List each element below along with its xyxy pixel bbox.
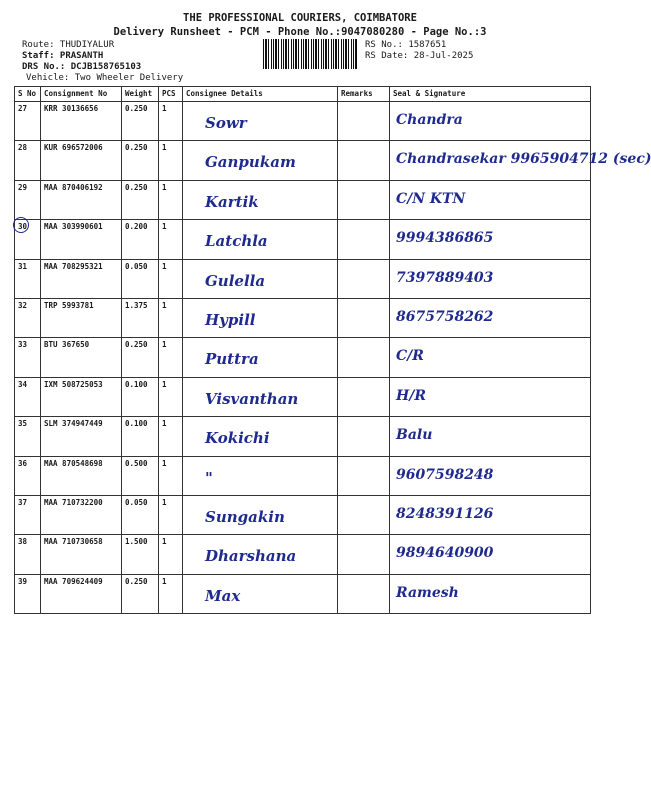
consignment-cell-text: TRP 5993781 — [44, 300, 94, 310]
signature-handwriting: C/R — [396, 348, 424, 365]
signature-cell — [390, 141, 651, 180]
pcs-cell — [159, 535, 183, 574]
signature-cell — [390, 417, 591, 456]
weight-cell-text: 1.500 — [125, 537, 148, 547]
sno-cell — [15, 259, 41, 298]
remarks-cell — [338, 417, 390, 456]
remarks-cell — [338, 180, 390, 219]
table-row — [15, 298, 591, 337]
consignee-handwriting: Hypill — [205, 310, 256, 329]
pcs-cell-text: 1 — [162, 379, 167, 389]
pcs-cell-text: 1 — [162, 497, 167, 507]
consignee-cell — [183, 141, 338, 180]
signature-cell — [390, 259, 591, 298]
remarks-cell — [338, 377, 390, 416]
signature-handwriting: 9894640900 — [396, 545, 494, 562]
consignment-cell-text: MAA 708295321 — [44, 261, 103, 271]
signature-cell — [390, 377, 591, 416]
signature-handwriting: Chandrasekar 9965904712 (sec) — [396, 151, 651, 168]
weight-cell-text: 0.100 — [125, 419, 148, 429]
weight-cell-text: 0.250 — [125, 143, 148, 153]
staff-label: Staff: PRASANTH — [22, 51, 104, 61]
consignee-cell — [183, 338, 338, 377]
pcs-cell — [159, 574, 183, 613]
signature-handwriting: Chandra — [396, 112, 463, 128]
table-row — [15, 220, 591, 259]
signature-handwriting: Ramesh — [396, 584, 459, 601]
sno-cell — [15, 377, 41, 416]
consignee-cell — [183, 417, 338, 456]
consignee-cell — [183, 456, 338, 495]
pcs-cell — [159, 141, 183, 180]
consignee-handwriting: Latchla — [205, 232, 268, 251]
consignment-cell — [41, 180, 122, 219]
sno-cell-text: 39 — [18, 576, 28, 586]
pcs-cell — [159, 338, 183, 377]
pcs-cell — [159, 456, 183, 495]
consignment-cell-text: KRR 30136656 — [44, 104, 99, 113]
pcs-cell-text: 1 — [162, 222, 167, 232]
consignment-cell — [41, 417, 122, 456]
signature-handwriting: 8248391126 — [396, 505, 494, 522]
consignee-cell — [183, 220, 338, 259]
pcs-cell-text: 1 — [162, 340, 167, 350]
consignment-cell — [41, 535, 122, 574]
signature-handwriting: H/R — [396, 387, 426, 404]
signature-cell — [390, 102, 591, 141]
consignment-cell-text: MAA 710730658 — [44, 537, 103, 547]
pcs-cell — [159, 180, 183, 219]
sno-cell — [15, 456, 41, 495]
weight-cell-text: 0.250 — [125, 104, 148, 113]
remarks-cell — [338, 338, 390, 377]
consignee-cell — [183, 298, 338, 337]
pcs-cell-text: 1 — [162, 300, 167, 310]
sno-cell-text: 32 — [18, 300, 28, 310]
weight-cell — [122, 259, 159, 298]
table-row — [15, 456, 591, 495]
consignment-cell — [41, 456, 122, 495]
header-pcs: PCS — [159, 87, 183, 102]
remarks-cell — [338, 535, 390, 574]
header-remarks: Remarks — [338, 87, 390, 102]
consignee-handwriting: Sowr — [205, 114, 247, 132]
consignment-cell-text: MAA 710732200 — [44, 497, 103, 507]
header-signature: Seal & Signature — [390, 87, 591, 102]
pcs-cell — [159, 298, 183, 337]
consignee-handwriting: Max — [205, 586, 241, 605]
signature-handwriting: 9994386865 — [396, 230, 494, 247]
consignee-cell — [183, 535, 338, 574]
consignment-cell-text: BTU 367650 — [44, 340, 90, 350]
sno-cell — [15, 338, 41, 377]
weight-cell-text: 0.050 — [125, 261, 148, 271]
consignment-cell-text: IXM 508725053 — [44, 379, 103, 389]
weight-cell-text: 0.500 — [125, 458, 148, 468]
table-row — [15, 377, 591, 416]
weight-cell — [122, 298, 159, 337]
sno-cell-text: 27 — [18, 104, 28, 113]
route-label: Route: THUDIYALUR — [22, 40, 115, 50]
consignment-cell-text: KUR 696572006 — [44, 143, 103, 153]
consignee-handwriting: Puttra — [205, 350, 259, 369]
consignment-cell-text: MAA 870548698 — [44, 458, 103, 468]
table-row — [15, 535, 591, 574]
signature-cell — [390, 574, 591, 613]
pcs-cell — [159, 259, 183, 298]
header-consignee: Consignee Details — [183, 87, 338, 102]
consignee-cell — [183, 495, 338, 534]
sno-cell — [15, 141, 41, 180]
consignment-cell — [41, 259, 122, 298]
consignment-cell — [41, 141, 122, 180]
weight-cell — [122, 535, 159, 574]
remarks-cell — [338, 298, 390, 337]
weight-cell — [122, 377, 159, 416]
rs-number: RS No.: 1587651 — [365, 40, 447, 50]
table-row — [15, 417, 591, 456]
weight-cell-text: 0.250 — [125, 576, 148, 586]
vehicle-label: Vehicle: Two Wheeler Delivery — [26, 73, 184, 83]
pcs-cell-text: 1 — [162, 576, 167, 586]
consignee-cell — [183, 259, 338, 298]
sno-cell-text: 28 — [18, 143, 28, 153]
weight-cell — [122, 417, 159, 456]
consignment-cell — [41, 220, 122, 259]
runsheet-table — [14, 86, 651, 614]
table-row — [15, 259, 591, 298]
weight-cell-text: 0.200 — [125, 222, 148, 232]
table-row — [15, 180, 591, 219]
signature-cell — [390, 338, 591, 377]
pcs-cell — [159, 495, 183, 534]
table-row — [15, 141, 591, 180]
table-header-row — [15, 87, 591, 102]
weight-cell — [122, 102, 159, 141]
pcs-cell-text: 1 — [162, 419, 167, 429]
pcs-cell-text: 1 — [162, 458, 167, 468]
weight-cell-text: 0.100 — [125, 379, 148, 389]
consignee-handwriting: Sungakin — [205, 507, 285, 526]
signature-cell — [390, 456, 591, 495]
signature-handwriting: 9607598248 — [396, 466, 494, 483]
sno-cell — [15, 535, 41, 574]
pcs-cell-text: 1 — [162, 261, 167, 271]
weight-cell — [122, 456, 159, 495]
sno-cell — [15, 220, 41, 259]
sno-cell-text: 31 — [18, 261, 28, 271]
runsheet-subtitle: Delivery Runsheet - PCM - Phone No.:9047080280 - Page No.:3 — [113, 26, 487, 38]
signature-cell — [390, 298, 591, 337]
pcs-cell — [159, 220, 183, 259]
consignee-handwriting: " — [205, 468, 213, 487]
weight-cell — [122, 220, 159, 259]
remarks-cell — [338, 495, 390, 534]
pcs-cell-text: 1 — [162, 143, 167, 153]
sno-cell — [15, 574, 41, 613]
consignee-handwriting: Dharshana — [205, 547, 297, 566]
pcs-cell-text: 1 — [162, 182, 167, 192]
consignee-cell — [183, 574, 338, 613]
consignee-cell — [183, 180, 338, 219]
header-weight: Weight — [122, 87, 159, 102]
sno-cell-text: 29 — [18, 182, 28, 192]
sno-cell-text: 34 — [18, 379, 28, 389]
table-row — [15, 338, 591, 377]
weight-cell — [122, 141, 159, 180]
header-sno: S No — [15, 87, 41, 102]
weight-cell-text: 0.250 — [125, 340, 148, 350]
consignee-cell — [183, 377, 338, 416]
consignment-cell-text: MAA 709624409 — [44, 576, 103, 586]
weight-cell — [122, 495, 159, 534]
remarks-cell — [338, 141, 390, 180]
pcs-cell — [159, 417, 183, 456]
consignment-cell — [41, 102, 122, 141]
sno-cell — [15, 495, 41, 534]
consignment-cell — [41, 338, 122, 377]
weight-cell-text: 1.375 — [125, 300, 148, 310]
consignment-cell-text: MAA 303990601 — [44, 222, 103, 232]
sno-cell-text: 36 — [18, 458, 28, 468]
consignee-handwriting: Gulella — [205, 271, 266, 290]
consignment-cell — [41, 377, 122, 416]
consignee-handwriting: Visvanthan — [205, 389, 299, 408]
sno-cell — [15, 417, 41, 456]
weight-cell — [122, 574, 159, 613]
consignee-handwriting: Kartik — [205, 192, 259, 211]
signature-cell — [390, 495, 591, 534]
rs-date: RS Date: 28-Jul-2025 — [365, 51, 474, 61]
company-title: THE PROFESSIONAL COURIERS, COIMBATORE — [183, 12, 417, 24]
sno-cell-text: 33 — [18, 340, 28, 350]
sno-cell — [15, 298, 41, 337]
remarks-cell — [338, 574, 390, 613]
header-consignment: Consignment No — [41, 87, 122, 102]
consignee-handwriting: Ganpukam — [205, 153, 296, 172]
signature-cell — [390, 535, 591, 574]
consignee-cell — [183, 102, 338, 141]
signature-handwriting: 7397889403 — [396, 269, 494, 286]
consignment-cell — [41, 574, 122, 613]
sno-cell-text: 37 — [18, 497, 28, 507]
sno-cell — [15, 180, 41, 219]
remarks-cell — [338, 456, 390, 495]
sno-cell-text: 35 — [18, 419, 28, 429]
table-row — [15, 102, 591, 141]
barcode-image — [263, 39, 357, 69]
consignee-handwriting: Kokichi — [205, 429, 270, 448]
remarks-cell — [338, 220, 390, 259]
signature-handwriting: C/N KTN — [396, 190, 466, 207]
consignment-cell — [41, 495, 122, 534]
pcs-cell-text: 1 — [162, 104, 167, 113]
consignment-cell-text: SLM 374947449 — [44, 419, 103, 429]
signature-handwriting: Balu — [396, 427, 433, 444]
consignment-cell-text: MAA 870406192 — [44, 182, 103, 192]
weight-cell — [122, 338, 159, 377]
table-row — [15, 574, 591, 613]
signature-cell — [390, 220, 591, 259]
signature-cell — [390, 180, 591, 219]
signature-handwriting: 8675758262 — [396, 308, 494, 325]
weight-cell — [122, 180, 159, 219]
pcs-cell-text: 1 — [162, 537, 167, 547]
remarks-cell — [338, 259, 390, 298]
sno-cell-text: 38 — [18, 537, 28, 547]
remarks-cell — [338, 102, 390, 141]
pcs-cell — [159, 102, 183, 141]
table-row — [15, 495, 591, 534]
pcs-cell — [159, 377, 183, 416]
consignment-cell — [41, 298, 122, 337]
weight-cell-text: 0.250 — [125, 182, 148, 192]
sno-cell — [15, 102, 41, 141]
weight-cell-text: 0.050 — [125, 497, 148, 507]
sno-cell-text: 30 — [18, 222, 28, 232]
drs-number: DRS No.: DCJB158765103 — [22, 62, 142, 72]
